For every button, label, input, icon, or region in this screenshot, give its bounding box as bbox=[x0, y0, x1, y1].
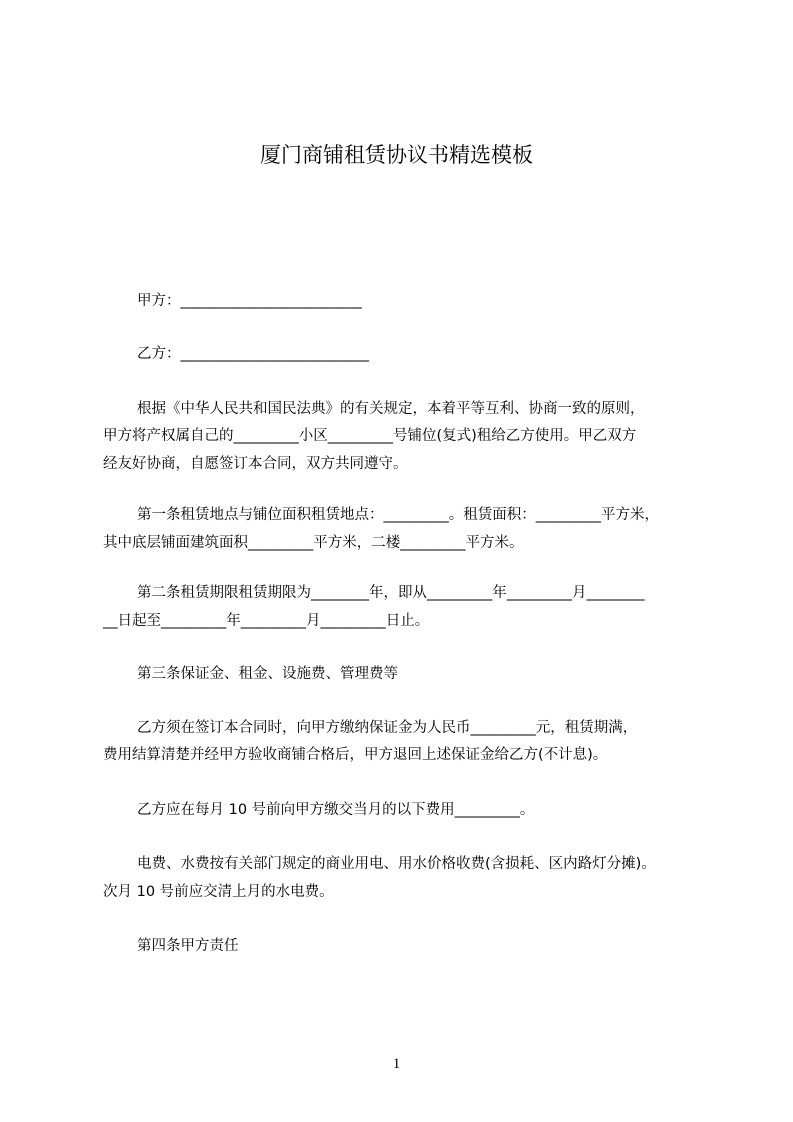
article-2-line-1: 第二条租赁期限租赁期限为________年，即从_________年_________月________ bbox=[137, 585, 645, 601]
utility-line-2: 次月 10 号前应交清上月的水电费。 bbox=[103, 884, 334, 900]
party-b-line: 乙方：__________________________ bbox=[137, 346, 369, 362]
deposit-line-2: 费用结算清楚并经甲方验收商铺合格后，甲方退回上述保证金给乙方(不计息)。 bbox=[103, 747, 608, 763]
document-title: 厦门商铺租赁协议书精选模板 bbox=[260, 143, 533, 167]
article-1-line-1: 第一条租赁地点与铺位面积租赁地点：_________。租赁面积：_________平方米， bbox=[137, 507, 659, 523]
page-number: 1 bbox=[392, 1056, 401, 1072]
utility-line-1: 电费、水费按有关部门规定的商业用电、用水价格收费(含损耗、区内路灯分摊)。 bbox=[137, 856, 656, 872]
intro-line-3: 经友好协商，自愿签订本合同，双方共同遵守。 bbox=[103, 456, 408, 472]
article-2-line-2: __日起至_________年_________月_________日止。 bbox=[103, 613, 430, 629]
intro-line-2: 甲方将产权属自己的_________小区_________号铺位(复式)租给乙方使用。甲乙双方 bbox=[103, 428, 637, 444]
article-4-heading: 第四条甲方责任 bbox=[137, 938, 239, 954]
article-3-heading: 第三条保证金、租金、设施费、管理费等 bbox=[137, 666, 398, 682]
article-1-line-2: 其中底层铺面建筑面积_________平方米，二楼_________平方米。 bbox=[103, 535, 524, 551]
monthly-fee-line: 乙方应在每月 10 号前向甲方缴交当月的以下费用_________。 bbox=[137, 802, 535, 818]
party-a-line: 甲方：_________________________ bbox=[137, 293, 362, 309]
intro-line-1: 根据《中华人民共和国民法典》的有关规定，本着平等互利、协商一致的原则， bbox=[137, 401, 645, 417]
deposit-line-1: 乙方须在签订本合同时，向甲方缴纳保证金为人民币_________元，租赁期满， bbox=[137, 720, 638, 736]
